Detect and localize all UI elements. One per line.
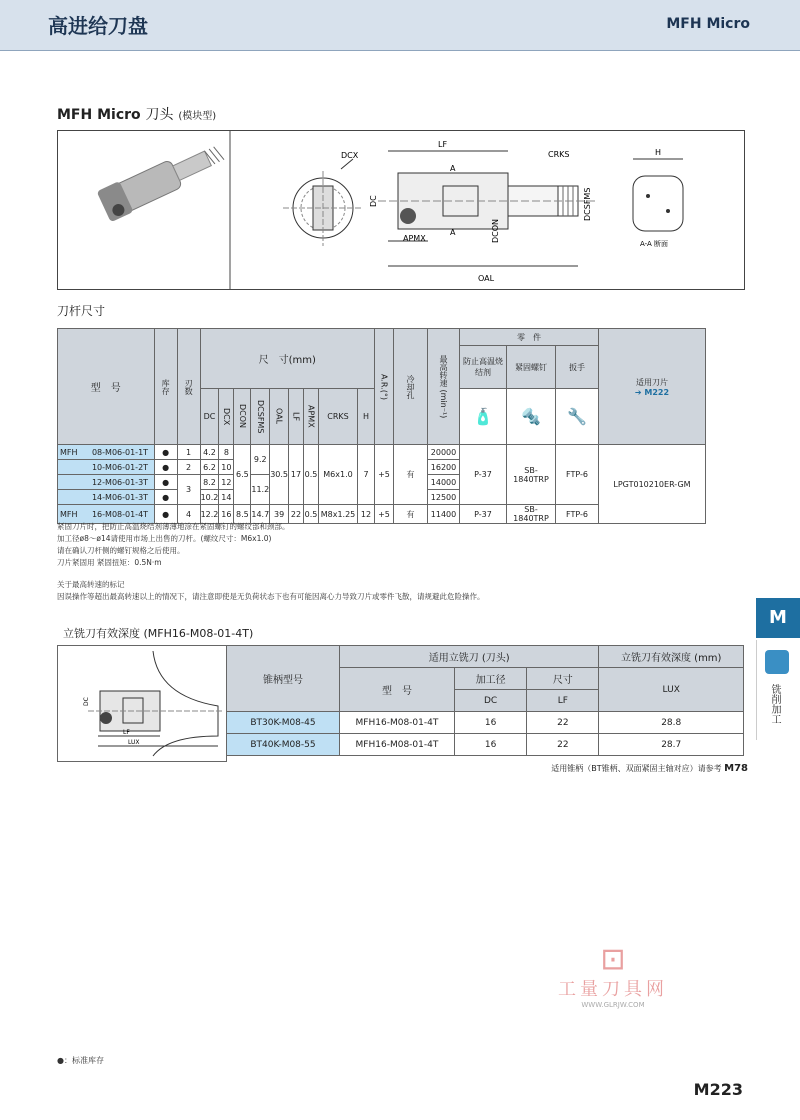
cell-dc: 16 <box>454 712 526 734</box>
th-stock: 库存 <box>154 329 177 445</box>
cell-coolant: 有 <box>394 445 428 505</box>
watermark-logo-icon: ⊡ <box>600 942 626 977</box>
series-name: MFH Micro <box>666 16 750 32</box>
cell-crks: M6x1.0 <box>319 445 358 505</box>
th-oal: OAL <box>270 389 289 445</box>
th-crks: CRKS <box>319 389 358 445</box>
th-apmx: APMX <box>304 389 319 445</box>
cell-wrench: FTP-6 <box>556 445 599 505</box>
cell-ar: +5 <box>375 505 394 524</box>
cell-stock: ● <box>154 490 177 505</box>
cell-model: MFH16-M08-01-4T <box>339 712 454 734</box>
cell-rpm: 11400 <box>428 505 460 524</box>
label-dc: DC <box>369 195 378 207</box>
front-view <box>283 159 363 246</box>
label-dcx: DCX <box>341 151 359 160</box>
cell-h: 12 <box>358 505 375 524</box>
side-tab <box>756 640 800 740</box>
cell-stock: ● <box>154 445 177 460</box>
watermark-text: 工量刀具网 <box>558 979 668 1000</box>
stock-legend: ●：标准库存 <box>57 1056 104 1065</box>
th-part-antiseize: 防止高温烧结剂 <box>460 346 507 389</box>
label-h: H <box>655 148 662 157</box>
th-lf: LF <box>289 389 304 445</box>
header-divider <box>0 50 800 51</box>
th-model: 型 号 <box>58 329 155 445</box>
depth-label-lf: LF <box>123 729 130 736</box>
cell-model: 12-M06-01-3T <box>86 475 154 490</box>
cell-lf: 22 <box>289 505 304 524</box>
ref-note <box>551 763 748 774</box>
th-dcx: DCX <box>219 389 234 445</box>
cell-lux: 28.7 <box>599 734 744 756</box>
section-title-head <box>57 104 216 124</box>
cell-apmx: 0.5 <box>304 505 319 524</box>
cell-h: 7 <box>358 445 375 505</box>
cell-model: 08-M06-01-1T <box>86 445 154 460</box>
th-dc2: DC <box>454 690 526 712</box>
cell-lf: 17 <box>289 445 304 505</box>
th-insert-label: 适用刀片 <box>636 377 668 387</box>
cell-apmx: 0.5 <box>304 445 319 505</box>
effective-depth-table <box>226 645 744 756</box>
icon-screw-cell <box>507 389 556 445</box>
cell-oal: 30.5 <box>270 445 289 505</box>
cell-model: 10-M06-01-2T <box>86 460 154 475</box>
cell-dcx: 8 <box>219 445 234 460</box>
th-endmill: 适用立铣刀 (刀头) <box>339 646 598 668</box>
insert-ref-link[interactable]: ➔ M222 <box>634 387 670 397</box>
cell-dcx: 10 <box>219 460 234 475</box>
cell-dc: 6.2 <box>200 460 219 475</box>
cell-lf: 22 <box>527 734 599 756</box>
tool-drawing <box>58 131 744 289</box>
cell-prefix: MFH <box>58 445 87 460</box>
watermark-url: WWW.GLRJW.COM <box>581 1001 645 1009</box>
cell-wrench: FTP-6 <box>556 505 599 524</box>
cell-dcsfms-a: 9.2 <box>251 445 270 475</box>
label-apmx: APMX <box>403 234 426 243</box>
cell-dc: 16 <box>454 734 526 756</box>
th-insert <box>599 329 706 445</box>
depth-label-dc: DC <box>83 697 90 706</box>
cell-rpm: 20000 <box>428 445 460 460</box>
cell-rpm: 12500 <box>428 490 460 505</box>
cell-dcx: 14 <box>219 490 234 505</box>
cell-dc: 12.2 <box>200 505 219 524</box>
depth-label-lux: LUX <box>128 739 140 746</box>
th-dcon: DCON <box>234 389 251 445</box>
label-crks: CRKS <box>548 150 570 159</box>
cell-dc: 4.2 <box>200 445 219 460</box>
note-line: 加工径ø8～ø14请使用市场上出售的刀杆。(螺纹尺寸：M6x1.0) <box>57 534 272 543</box>
cell-screw: SB-1840TRP <box>507 445 556 505</box>
icon-wrench-cell <box>556 389 599 445</box>
cell-flutes: 1 <box>177 445 200 460</box>
tool-figure <box>57 130 745 290</box>
screw-icon: 🔩 <box>521 407 541 426</box>
th-part-wrench: 扳手 <box>556 346 599 389</box>
side-view <box>378 151 598 266</box>
th-dc: DC <box>200 389 219 445</box>
th-size: 尺寸 <box>527 668 599 690</box>
insert-ref: M222 <box>644 387 670 397</box>
th-dia: 加工径 <box>454 668 526 690</box>
cell-flutes: 3 <box>177 475 200 505</box>
cell-rpm: 14000 <box>428 475 460 490</box>
cell-coolant: 有 <box>394 505 428 524</box>
cell-rpm: 16200 <box>428 460 460 475</box>
depth-figure <box>57 645 227 762</box>
watermark <box>538 942 688 1009</box>
cell-stock: ● <box>154 475 177 490</box>
notes-block <box>57 521 485 603</box>
section-title-depth-note: (MFH16-M08-01-4T) <box>143 627 254 640</box>
section-title-depth <box>63 625 253 641</box>
cell-lf: 22 <box>527 712 599 734</box>
cell-stock: ● <box>154 460 177 475</box>
cell-model: 14-M06-01-3T <box>86 490 154 505</box>
note-line <box>57 569 485 579</box>
page-number: M223 <box>693 1080 743 1099</box>
th-arbor: 锥柄型号 <box>227 646 340 712</box>
page-title: 高进给刀盘 <box>48 14 148 38</box>
section-title-depth-main: 立铣刀有效深度 <box>63 627 140 640</box>
section-title-suffix: 刀头 <box>145 107 174 123</box>
cell-dcon: 8.5 <box>234 505 251 524</box>
label-section: A-A 断面 <box>640 240 669 248</box>
cell-arbor: BT40K-M08-55 <box>227 734 340 756</box>
table-row <box>227 734 744 756</box>
cell-screw: SB-1840TRP <box>507 505 556 524</box>
label-a-bottom: A <box>450 228 456 237</box>
cell-flutes: 2 <box>177 460 200 475</box>
cell-lux: 28.8 <box>599 712 744 734</box>
cell-insert: LPGT010210ER-GM <box>599 445 706 524</box>
note-line: 刀片紧固用 紧固扭矩：0.5N·m <box>57 558 162 567</box>
cell-flutes: 4 <box>177 505 200 524</box>
th-ar: A.R.(°) <box>375 329 394 445</box>
depth-drawing <box>58 646 226 761</box>
tool-photo <box>97 137 228 222</box>
note-line: 请在确认刀杆侧的螺钉规格之后使用。 <box>57 546 185 555</box>
label-oal: OAL <box>478 274 495 283</box>
th-h: H <box>358 389 375 445</box>
cell-dcsfms-b: 11.2 <box>251 475 270 505</box>
milling-icon <box>765 650 789 674</box>
cell-antiseize: P-37 <box>460 505 507 524</box>
cell-stock: ● <box>154 505 177 524</box>
section-view <box>633 159 683 231</box>
note-line: 因误操作等超出最高转速以上的情况下，请注意即使是无负荷状态下也有可能因离心力导致刀片或零件飞散，请规避此危险操作。 <box>57 592 485 601</box>
th-lux: LUX <box>599 668 744 712</box>
cell-arbor: BT30K-M08-45 <box>227 712 340 734</box>
label-dcsfms: DCSFMS <box>583 187 592 221</box>
wrench-icon: 🔧 <box>567 407 587 426</box>
th-parts: 零 件 <box>460 329 599 346</box>
th-part-screw: 紧固螺钉 <box>507 346 556 389</box>
table-row <box>58 445 706 460</box>
label-a-top: A <box>450 164 456 173</box>
ref-page-link[interactable]: M78 <box>724 763 748 774</box>
antiseize-tube-icon: 🧴 <box>473 407 493 426</box>
side-tab-letter[interactable]: M <box>756 598 800 638</box>
th-flutes: 刃数 <box>177 329 200 445</box>
cell-dcx: 12 <box>219 475 234 490</box>
label-dcon: DCON <box>491 218 500 243</box>
label-lf: LF <box>438 140 448 149</box>
cell-oal: 39 <box>270 505 289 524</box>
cell-dcsfms: 14.7 <box>251 505 270 524</box>
th-depth: 立铣刀有效深度 (mm) <box>599 646 744 668</box>
th-dims: 尺 寸(mm) <box>200 329 374 389</box>
cell-antiseize: P-37 <box>460 445 507 505</box>
cell-dc: 8.2 <box>200 475 219 490</box>
cell-prefix: MFH <box>58 505 87 524</box>
section-title-main: MFH Micro <box>57 107 141 123</box>
th-dcsfms: DCSFMS <box>251 389 270 445</box>
note-line: 关于最高转速的标记 <box>57 580 125 589</box>
cell-dc: 10.2 <box>200 490 219 505</box>
side-tab-label: 铣削加工 <box>769 684 780 724</box>
th-model2: 型 号 <box>339 668 454 712</box>
th-max-rpm: 最高转速 (min⁻¹) <box>428 329 460 445</box>
cell-dcx: 16 <box>219 505 234 524</box>
th-coolant: 冷却孔 <box>394 329 428 445</box>
th-lf2: LF <box>527 690 599 712</box>
cell-ar: +5 <box>375 445 394 505</box>
section-title-note: (模块型) <box>178 111 217 122</box>
ref-note-text: 适用锥柄（BT锥柄、双面紧固主轴对应）请参考 <box>551 764 722 773</box>
cell-dcon: 6.5 <box>234 445 251 505</box>
note-line: 紧固刀片时，把防止高温烧结剂薄薄地涂在紧固螺钉的螺纹部和颈部。 <box>57 522 290 531</box>
section-title-shank: 刀杆尺寸 <box>57 304 106 318</box>
cell-model: MFH16-M08-01-4T <box>339 734 454 756</box>
icon-antiseize-cell <box>460 389 507 445</box>
shank-dimension-table <box>57 328 706 524</box>
table-row <box>227 712 744 734</box>
cell-model: 16-M08-01-4T <box>86 505 154 524</box>
cell-crks: M8x1.25 <box>319 505 358 524</box>
